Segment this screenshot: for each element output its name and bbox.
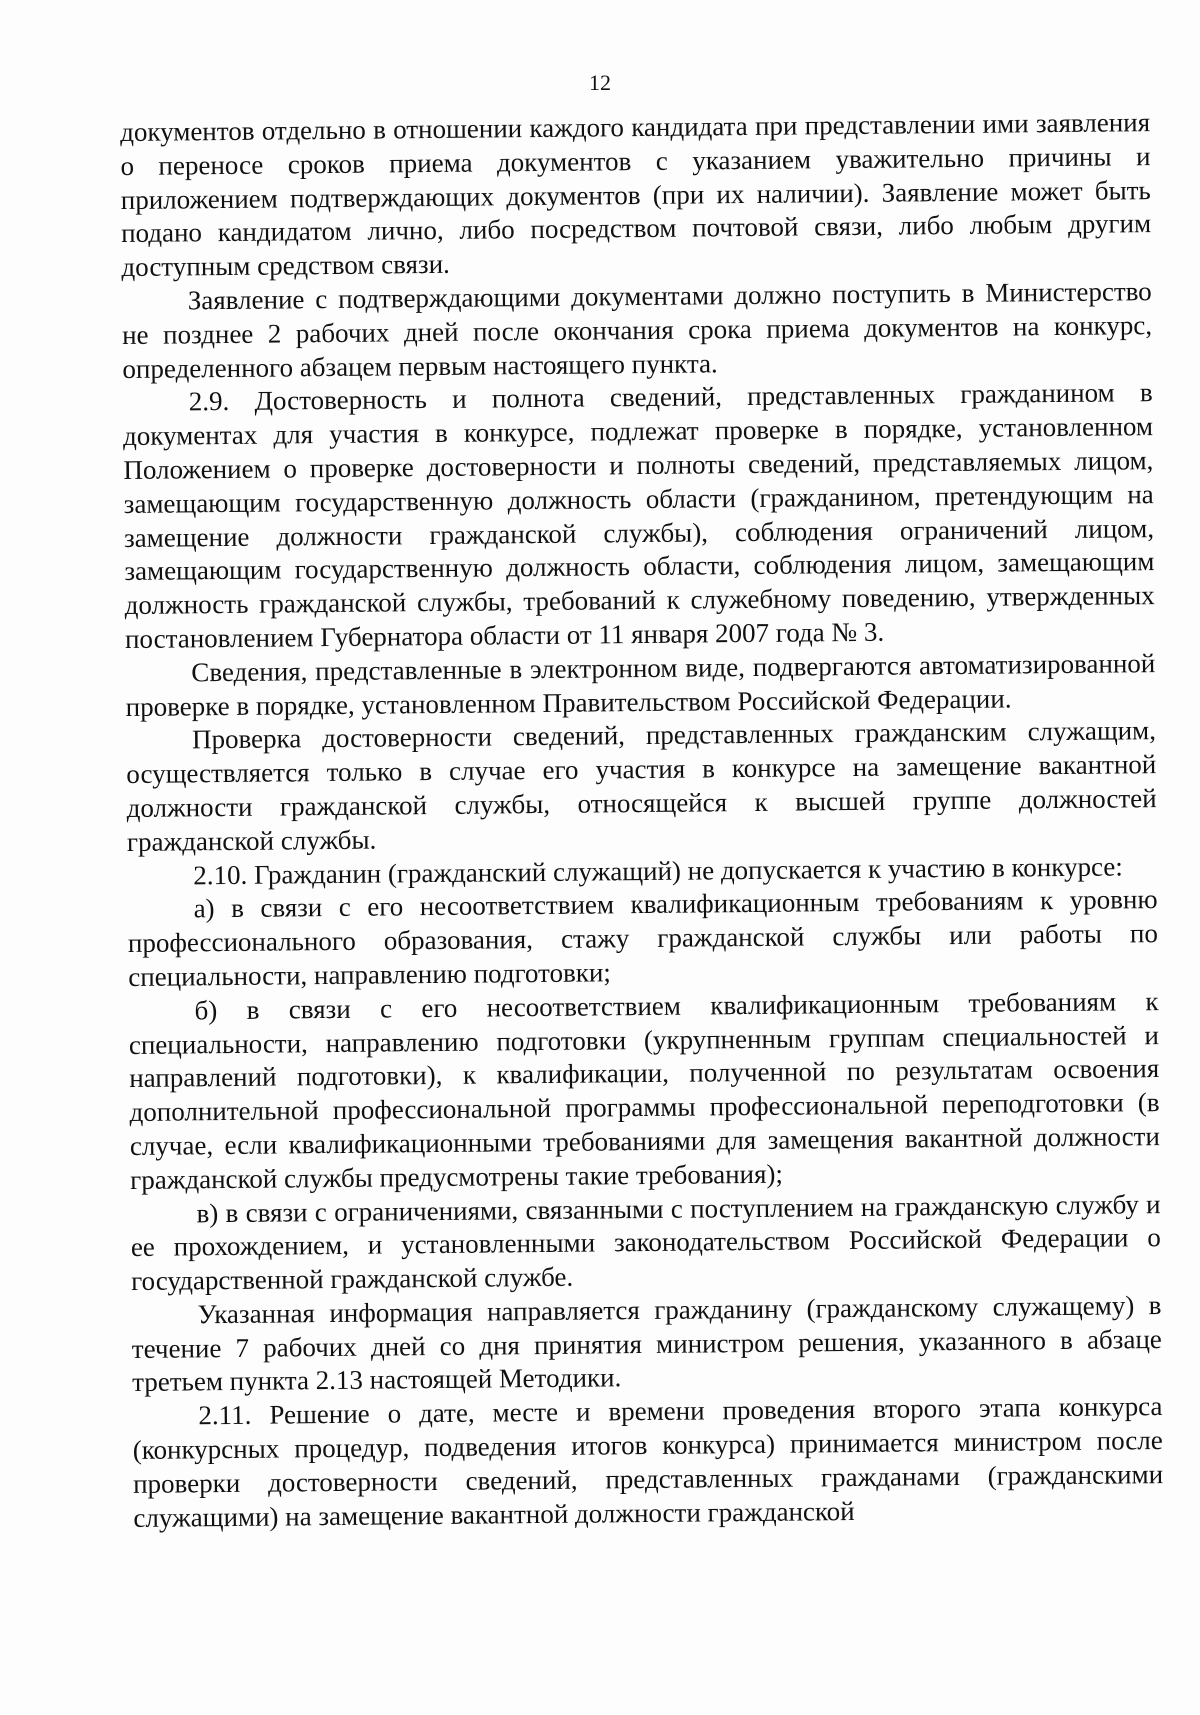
subclause-b: б) в связи с его несоответствием квалификационным требованиям к специальности, направлению подготовки (укрупненным группам специальностей и направлений подготовки), к квалификации, полученной по результатам освоения дополнительной профессиональной программы профессиональной переподготовки (в случае, если квалификационными требованиями для замещения вакантной должности гражданской службы предусмотрены такие требования); [128,985,1160,1195]
document-body [120,106,1164,1535]
paragraph: Указанная информация направляется гражданину (гражданскому служащему) в течение 7 рабочих дней со дня принятия министром решения, указанного в абзаце третьем пункта 2.13 настоящей Методики. [131,1289,1162,1398]
paragraph: Сведения, представленные в электронном виде, подвергаются автоматизированной проверке в порядке, установленном Правительством Российской Федерации. [125,647,1156,722]
page-number: 12 [589,70,611,95]
paragraph-continuation: документов отдельно в отношении каждого кандидата при представлении ими заявления о переносе сроков приема документов с указанием уважительно причины и приложением подтверждающих документов (при их наличии). Заявление может быть подано кандидатом лично, либо посредством почтовой связи, либо любым другим доступным средством связи. [120,107,1152,283]
clause-2-10: 2.10. Гражданин (гражданский служащий) не допускается к участию в конкурсе: [193,850,1123,890]
paragraph: Проверка достоверности сведений, представленных гражданским служащим, осуществляется только в случае его участия в конкурсе на замещение вакантной должности гражданской службы, относящейся к высшей группе должностей гражданской службы. [126,715,1157,857]
clause-2-11: 2.11. Решение о дате, месте и времени проведения второго этапа конкурса (конкурсных процедур, подведения итогов конкурса) принимается министром после проверки достоверности сведений, представленных гражданами (гражданскими служащими) на замещение вакантной должности гражданской [132,1391,1164,1533]
clause-2-9: 2.9. Достоверность и полнота сведений, представленных гражданином в документах для участия в конкурсе, подлежат проверке в порядке, установленном Положением о проверке достоверности и полноты сведений, представляемых лицом, замещающим государственную должность области (гражданином, претендующим на замещение должности гражданской службы), соблюдения ограничений лицом, замещающим государственную должность области, соблюдения лицом, замещающим должность гражданской службы, требований к служебному поведению, утвержденных постановлением Губернатора области от 11 января 2007 года № 3. [122,377,1155,654]
subclause-a: а) в связи с его несоответствием квалификационным требованиям к уровню профессионального образования, стажу гражданской службы или работы по специальности, направлению подготовки; [127,884,1159,992]
subclause-v: в) в связи с ограничениями, связанными с поступлением на гражданскую службу и ее прохождением, и установленными законодательством Российской Федерации о государственной гражданской службе. [130,1188,1161,1297]
paragraph: Заявление с подтверждающими документами должно поступить в Министерство не позднее 2 рабочих дней после окончания срока приема документов на конкурс, определенного абзацем первым настоящего пункта. [121,276,1153,384]
